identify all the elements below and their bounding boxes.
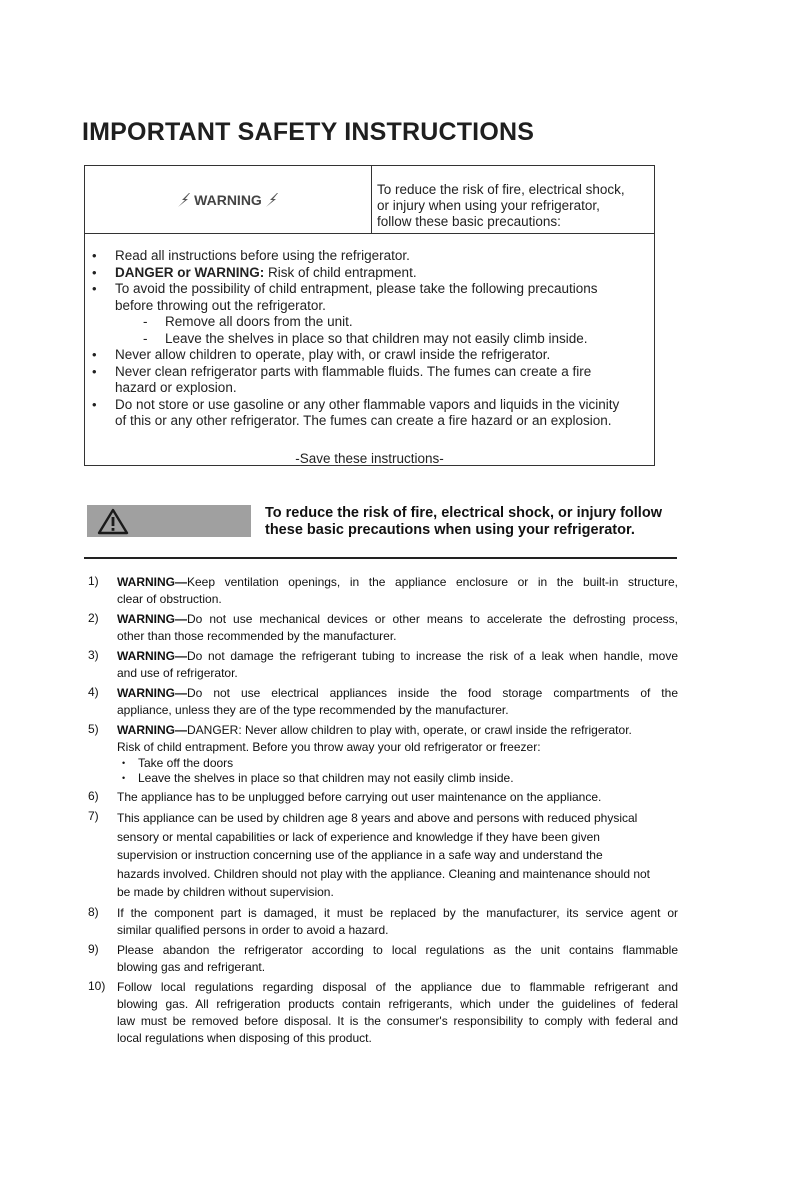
list-item: 3) WARNING—Do not damage the refrigerant tubing to increase the risk of a leak when handle, move and use of refrigerator. [88, 648, 678, 680]
list-item: 5) WARNING—DANGER: Never allow children to play with, operate, or crawl inside the refrigerator. Risk of child entrapment. Before you throw away your old refrigerator or freezer: • Take off the doors • Leave the shelves in place so that children may not easily climb inside. [88, 722, 678, 786]
warning-item-continued: before throwing out the refrigerator. [115, 297, 326, 313]
warning-intro-line: or injury when using your refrigerator, [377, 198, 600, 213]
list-item: 1) WARNING—Keep ventilation openings, in the appliance enclosure or in the built-in structure, clear of obstruction. [88, 574, 678, 606]
warning-item: • DANGER or WARNING: Risk of child entrapment. [85, 265, 656, 282]
list-item: 2) WARNING—Do not use mechanical devices or other means to accelerate the defrosting process, other than those recommended by the manufacturer. [88, 611, 678, 643]
warning-item-continued: hazard or explosion. [115, 380, 237, 395]
warning-item: • Never allow children to operate, play with, or crawl inside the refrigerator. [85, 347, 656, 364]
numbered-warnings [88, 574, 678, 1050]
lightning-icon [264, 192, 280, 208]
list-item: 6) The appliance has to be unplugged before carrying out user maintenance on the appliance. [88, 789, 602, 804]
warning-subitem: - Remove all doors from the unit. [85, 314, 656, 331]
list-item: 8) If the component part is damaged, it must be replaced by the manufacturer, its service agent or similar qualified persons in order to avoid a hazard. [88, 904, 678, 937]
warning-list [85, 248, 656, 430]
warning-item-continued: of this or any other refrigerator. The fumes can create a fire hazard or an explosion. [115, 413, 612, 428]
warning-item: • To avoid the possibility of child entrapment, please take the following precautions [85, 281, 656, 298]
save-instructions-note: -Save these instructions- [295, 451, 444, 466]
warning-subitem: - Leave the shelves in place so that children may not easily climb inside. [85, 331, 656, 348]
list-subitem: • Take off the doors [117, 756, 678, 771]
warning-intro-line: follow these basic precautions: [377, 214, 561, 229]
caution-banner-text [265, 505, 695, 539]
warning-item: • Never clean refrigerator parts with flammable fluids. The fumes can create a fire [85, 364, 656, 381]
warning-intro-line: To reduce the risk of fire, electrical shock, [377, 182, 625, 197]
caution-line: these basic precautions when using your refrigerator. [265, 522, 635, 538]
warning-label-cell [85, 166, 372, 233]
list-item: 7) This appliance can be used by children age 8 years and above and persons with reduced physical sensory or mental capabilities or lack of experience and knowledge if they have been given supervision or instruction concerning use of the appliance in a safe way and understand the hazards involved. Children should not play with the appliance. Cleaning and maintenance should not be made by children without supervision. [88, 809, 651, 899]
warning-header [85, 166, 654, 234]
list-subitem: • Leave the shelves in place so that children may not easily climb inside. [117, 771, 678, 786]
warning-intro [377, 182, 652, 230]
warning-triangle-icon [97, 508, 129, 535]
lightning-icon [176, 192, 192, 208]
warning-item: • Read all instructions before using the refrigerator. [85, 248, 656, 265]
warning-item: • Do not store or use gasoline or any other flammable vapors and liquids in the vicinity [85, 397, 656, 414]
warning-label-text: WARNING [194, 191, 262, 208]
list-item: 10) Follow local regulations regarding disposal of the appliance due to flammable refrigerant and blowing gas. All refrigeration products contain refrigerants, which under the guidelines of federal law must be removed before disposal. It is the consumer's responsibility to comply with federal and local regulations when disposing of this product. [88, 978, 678, 1045]
divider [84, 557, 677, 559]
warning-box [84, 165, 655, 466]
list-item: 9) Please abandon the refrigerator according to local regulations as the unit contains flammable blowing gas and refrigerant. [88, 941, 678, 974]
list-item: 4) WARNING—Do not use electrical appliances inside the food storage compartments of the appliance, unless they are of the type recommended by the manufacturer. [88, 685, 678, 717]
warning-label [176, 192, 280, 208]
caution-banner [87, 505, 251, 537]
caution-line: To reduce the risk of fire, electrical shock, or injury follow [265, 505, 662, 521]
page-title: IMPORTANT SAFETY INSTRUCTIONS [82, 118, 535, 146]
